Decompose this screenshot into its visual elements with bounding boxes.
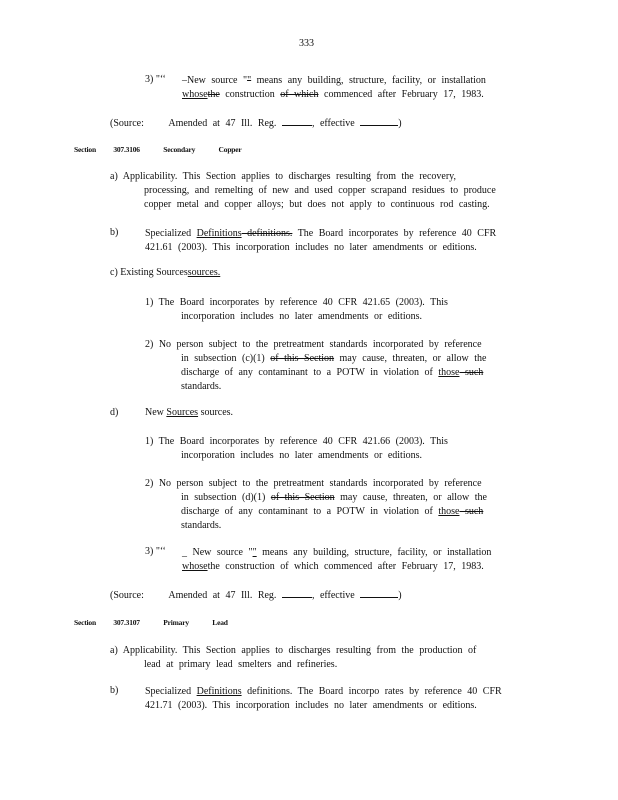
- text-run: New: [145, 407, 167, 418]
- inserted-text: whose: [182, 89, 208, 100]
- inserted-text: those: [438, 506, 460, 517]
- applicability-paragraph: [110, 170, 520, 212]
- text-run: in subsection (c)(1): [181, 353, 271, 364]
- text-run: in subsection (d)(1): [181, 492, 271, 503]
- section-number: 307.3106: [113, 145, 140, 154]
- section-heading: [74, 618, 228, 627]
- inserted-text: Definitions: [196, 228, 242, 239]
- subsection-label: b): [110, 227, 119, 238]
- effective-label: effective: [319, 590, 355, 601]
- inserted-text: Sources: [166, 407, 199, 418]
- text-line: 1) The Board incorporates by reference 40 CFR 421.66 (2003). This: [145, 436, 448, 447]
- definitions-paragraph: [145, 227, 535, 255]
- inserted-text: those: [438, 367, 460, 378]
- deleted-text: of this Section: [270, 492, 335, 503]
- section-title-word: Primary: [163, 618, 189, 627]
- definitions-paragraph: [145, 685, 535, 713]
- deleted-text: of this Section: [270, 353, 335, 364]
- page-number: 333: [299, 38, 314, 49]
- blank-line: [360, 116, 398, 126]
- text-run: may cause, threaten, or allow the: [334, 492, 487, 503]
- text-line: 2) No person subject to the pretreatment standards incorporated by reference: [145, 339, 482, 350]
- text-run: discharge of any contaminant to a POTW in violation of: [181, 506, 439, 517]
- text-line: standards.: [181, 381, 222, 392]
- text-run: means any building, structure, facility, or installation: [256, 547, 492, 558]
- section-title-word: Lead: [212, 618, 228, 627]
- text-run: may cause, threaten, or allow the: [334, 353, 487, 364]
- prohibition-paragraph: [145, 477, 515, 533]
- text-line: processing, and remelting of new and used copper scrapand residues to produce: [144, 185, 496, 196]
- text-run: sources.: [198, 407, 234, 418]
- source-label: (Source:: [110, 118, 144, 129]
- blank-line: [282, 588, 312, 598]
- section-title-word: Secondary: [163, 145, 196, 154]
- source-note: [110, 588, 402, 601]
- text-run: _ New source ": [182, 547, 253, 558]
- inserted-text: Definitions: [196, 686, 242, 697]
- section-label: Section: [74, 618, 96, 627]
- text-run: Specialized: [145, 686, 197, 697]
- text-line: a) Applicability. This Section applies to discharges resulting from the production of: [110, 645, 477, 656]
- text-run: New source ": [187, 75, 248, 86]
- new-source-definition: [182, 74, 510, 102]
- close-paren: ): [398, 118, 402, 129]
- deleted-text: of which: [280, 89, 319, 100]
- inserted-text: sources.: [187, 267, 221, 278]
- incorporation-paragraph: [145, 435, 480, 463]
- text-run: the construction of which commenced after February 17, 1983.: [207, 561, 484, 572]
- source-note: [110, 116, 402, 129]
- text-run: c) Existing Sources: [110, 267, 188, 278]
- deleted-text: such: [459, 367, 484, 378]
- text-run: Specialized: [145, 228, 197, 239]
- prohibition-paragraph: [145, 338, 515, 394]
- deleted-text: ": [247, 75, 252, 86]
- inserted-text: whose: [182, 561, 208, 572]
- text-line: a) Applicability. This Section applies to discharges resulting from the recovery,: [110, 171, 457, 182]
- text-line: incorporation includes no later amendments or editions.: [181, 450, 422, 461]
- section-title-word: Copper: [218, 145, 242, 154]
- item-number: 3) "‘‘: [145, 546, 166, 557]
- section-heading: [74, 145, 242, 154]
- section-label: Section: [74, 145, 96, 154]
- text-line: copper metal and copper alloys; but does not apply to continuous rod casting.: [144, 199, 490, 210]
- incorporation-paragraph: [145, 296, 480, 324]
- text-run: commenced after February 17, 1983.: [318, 89, 484, 100]
- source-text: Amended at 47 Ill. Reg.: [168, 118, 277, 129]
- text-run: definitions. The Board incorpo rates by reference 40 CFR: [241, 686, 502, 697]
- deleted-text: such: [459, 506, 484, 517]
- subsection-label: b): [110, 685, 119, 696]
- text-line: lead at primary lead smelters and refineries.: [144, 659, 338, 670]
- subsection-label: d): [110, 407, 119, 418]
- new-source-definition: [182, 546, 512, 574]
- effective-label: effective: [319, 118, 355, 129]
- deleted-text: the: [207, 89, 220, 100]
- text-run: construction: [219, 89, 281, 100]
- text-line: standards.: [181, 520, 222, 531]
- text-run: discharge of any contaminant to a POTW in violation of: [181, 367, 439, 378]
- text-run: means any building, structure, facility, or installation: [251, 75, 486, 86]
- blank-line: [360, 588, 398, 598]
- comma: ,: [311, 118, 315, 129]
- text-line: 1) The Board incorporates by reference 40 CFR 421.65 (2003). This: [145, 297, 448, 308]
- source-label: (Source:: [110, 590, 144, 601]
- subsection-heading: [110, 267, 220, 278]
- blank-line: [282, 116, 312, 126]
- subsection-heading: [145, 407, 233, 418]
- inserted-text: ": [252, 547, 257, 558]
- section-number: 307.3107: [113, 618, 140, 627]
- close-paren: ): [398, 590, 402, 601]
- deleted-text: definitions.: [241, 228, 293, 239]
- text-line: 2) No person subject to the pretreatment standards incorporated by reference: [145, 478, 482, 489]
- text-line: 421.71 (2003). This incorporation includes no later amendments or editions.: [145, 700, 477, 711]
- applicability-paragraph: [110, 644, 520, 672]
- insertion-mark: –: [182, 75, 187, 86]
- text-line: incorporation includes no later amendments or editions.: [181, 311, 422, 322]
- text-line: 421.61 (2003). This incorporation includes no later amendments or editions.: [145, 242, 477, 253]
- item-number: 3) "‘‘: [145, 74, 166, 85]
- text-run: The Board incorporates by reference 40 CFR: [292, 228, 497, 239]
- comma: ,: [311, 590, 315, 601]
- source-text: Amended at 47 Ill. Reg.: [168, 590, 277, 601]
